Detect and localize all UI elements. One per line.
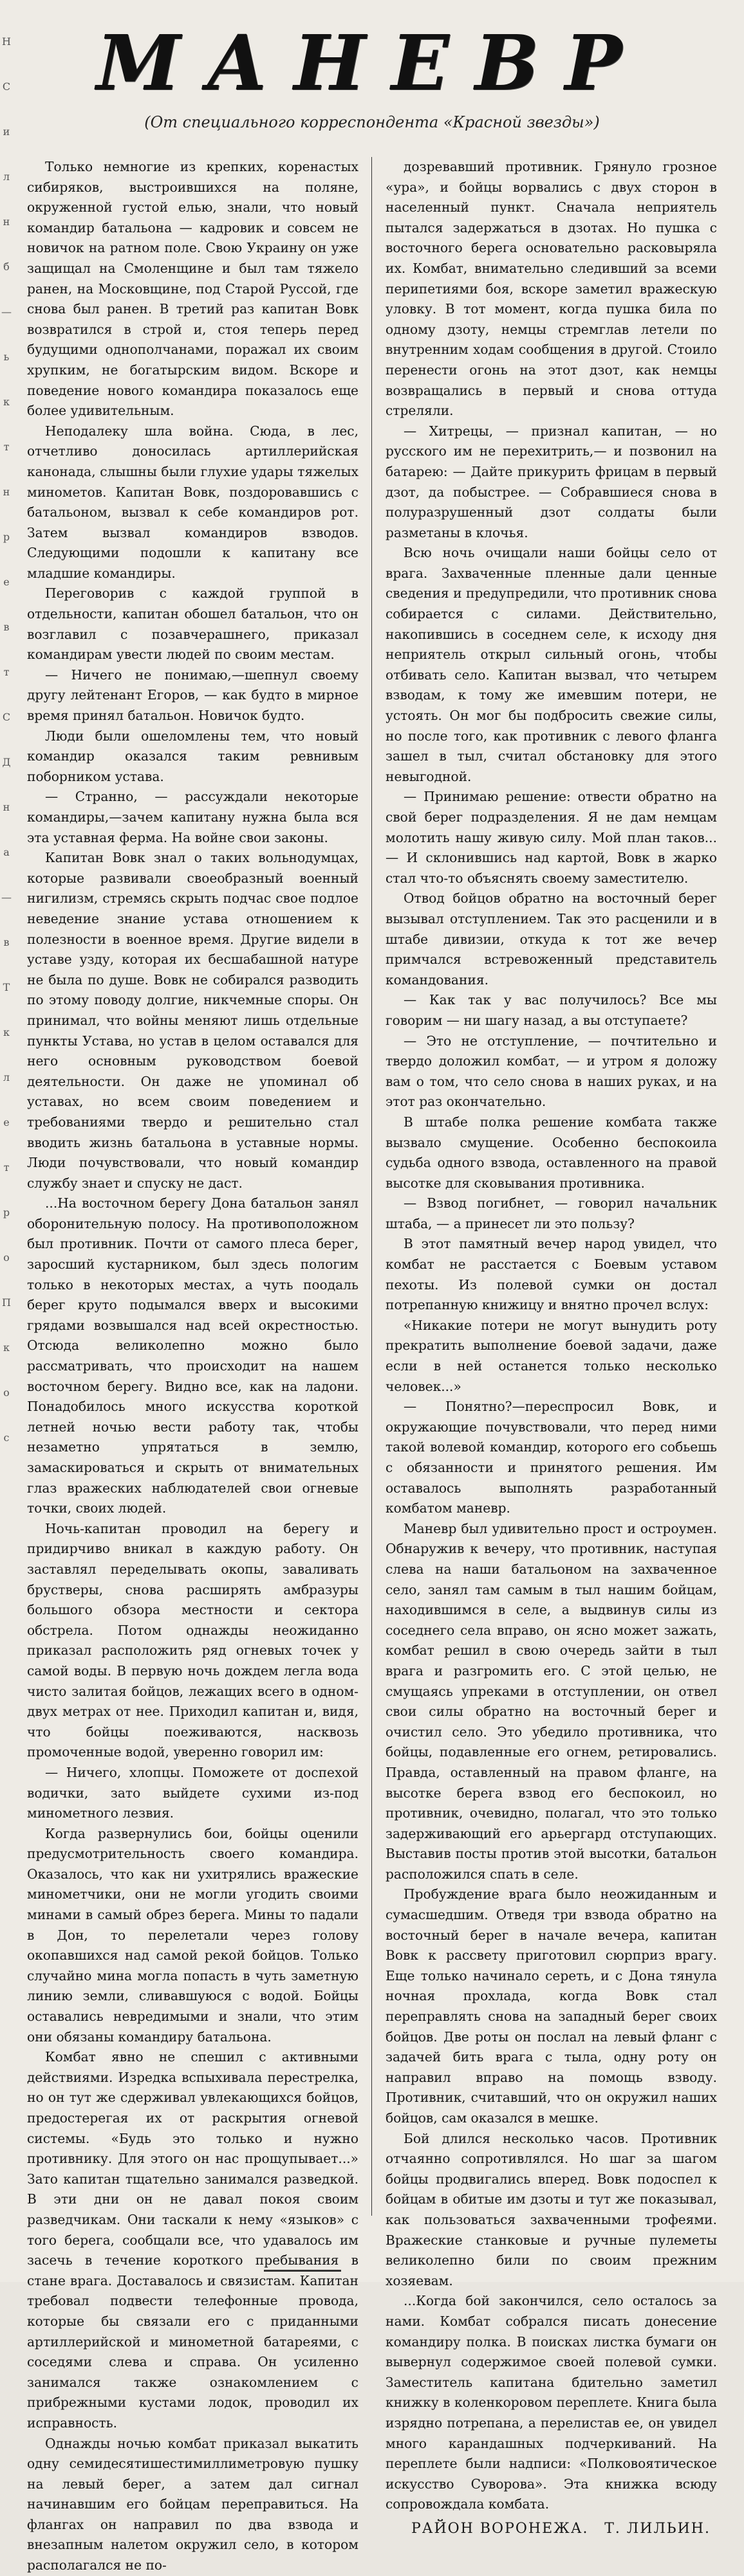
paragraph: — Хитрецы, — признал капитан, — но русского им не перехитрить,— и позвонил на батарею: — Дайте прикурить фрицам в первый дзот, да побыстрее. — Собравшиеся снова в полуразрушенный дзот солдаты были разметаны в клочья. — [386, 423, 717, 540]
edge-mark: С — [2, 711, 11, 723]
paragraph: Бой длился несколько часов. Противник отчаянно сопротивлялся. Но шаг за шагом бойцы продвигались вперед. Вовк подоспел к бойцам в обитые им дзоты и тут же показывал, как пользоваться захваченными трофеями. Вражеские станковые и ручные пулеметы великолепно били по своим прежним хозяевам. — [386, 2130, 717, 2288]
edge-mark: — — [1, 306, 12, 318]
article-footer — [386, 2519, 717, 2539]
paragraph: Однажды ночью комбат приказал выкатить одну семидесятишестимиллиметровую пушку на левый берег, а затем дал сигнал начинавшим его бойцам переправиться. На флангах он направил по два взвода и внезапным налетом окружил село, в котором располагался не по- — [27, 2435, 358, 2573]
edge-mark: е — [3, 576, 10, 588]
paragraph: дозревавший противник. Грянуло грозное «ура», и бойцы ворвались с двух сторон в населенный пункт. Сначала неприятель пытался задержаться в дзотах. Но пушка с восточного берега основательно расковыряла их. Комбат, внимательно следивший за всеми перипетиями боя, вскоре заметил вражескую уловку. В тот момент, когда пушка била по одному дзоту, немцы стремглав летели по внутренним ходам сообщения в другой. Стоило перенести огонь на этот дзот, как немцы возвращались в первый и снова оттуда стреляли. — [386, 159, 717, 419]
paragraph: В штабе полка решение комбата также вызвало смущение. Особенно беспокоила судьба одного взвода, оставленного на правой высотке для сковывания противника. — [386, 1114, 717, 1191]
article-header — [27, 12, 717, 157]
paragraph: — Взвод погибнет, — говорил начальник штаба, — а принесет ли это пользу? — [386, 1195, 717, 1231]
edge-mark: а — [3, 846, 10, 858]
edge-mark: р — [3, 1206, 10, 1219]
paragraph: В этот памятный вечер народ увидел, что комбат не расстается с Боевым уставом пехоты. Из полевой сумки он достал потрепанную книжицу и внятно прочел вслух: — [386, 1236, 717, 1313]
paragraph: ...Когда бой закончился, село осталось за нами. Комбат собрался писать донесение командиру полка. В поисках листка бумаги он вывернул содержимое своей полевой сумки. Заместитель капитана бдительно заметил книжку в коленкоровом переплете. Книга была изрядно потрепана, а перелистав ее, он увидел много карандашных подчеркиваний. На переплете были надписи: «Полковоятическое искусство Суворова». Эта книжка всюду сопровождала комбата. — [386, 2293, 717, 2512]
edge-mark: н — [3, 801, 10, 813]
edge-mark: л — [3, 170, 10, 183]
paragraph: Отвод бойцов обратно на восточный берег вызывал отступлением. Так это расценили и в штабе дивизии, откуда к тот же вечер примчался встревоженный представитель командования. — [386, 890, 717, 988]
paragraph: — Это не отступление, — почтительно и твердо доложил комбат, — и утром я доложу вам о том, что село снова в наших руках, и на этот раз окончательно. — [386, 1033, 717, 1110]
paragraph: Когда развернулись бои, бойцы оценили предусмотрительность своего командира. Оказалось, что как ни ухитрялись вражеские минометчики, они не могли угодить своими минами в самый обрез берега. Мины то падали в Дон, то перелетали через голову окопавшихся над самой рекой бойцов. Только случайно мина могла попасть в чуть заметную линию земли, сливавшуюся с водой. Бойцы оставались невредимыми и знали, что этим они обязаны командиру батальона. — [27, 1825, 358, 2045]
edge-mark: н — [3, 486, 10, 498]
article-body — [27, 157, 717, 2573]
left-column — [27, 157, 358, 2573]
paragraph: — Понятно?—переспросил Вовк, и окружающие почувствовали, что перед ними такой волевой командир, которого его собьешь с обязанности и принятого решения. Им оставалось выполнять разработанный комбатом маневр. — [386, 1399, 717, 1516]
paragraph: — Принимаю решение: отвести обратно на свой берег подразделения. Я не дам немцам молотить нашу живую силу. Мой план таков...— И склонившись над картой, Вовк в жарко стал что-то объяснять своему заместителю. — [386, 789, 717, 886]
edge-mark: в — [3, 936, 10, 948]
right-column — [386, 157, 717, 2537]
edge-mark: т — [3, 441, 10, 453]
paragraph: — Ничего не понимаю,—шепнул своему другу лейтенант Егоров, — как будто в мирное время принял батальон. Новичок будто. — [27, 667, 358, 724]
article-title: МАНЕВР — [96, 18, 648, 107]
paragraph: — Странно, — рассуждали некоторые командиры,—зачем капитану нужна была вся эта уставная ферма. На войне свои законы. — [27, 789, 358, 845]
paragraph: Пробуждение врага было неожиданным и сумасшедшим. Отведя три взвода обратно на восточный берег в начале вечера, капитан Вовк к рассвету приготовил сюрприз врагу. Еще только начинало сереть, и с Дона тянула ночная прохлада, когда Вовк стал переправлять снова на западный берег своих бойцов. Две роты он послал на левый фланг с задачей бить врага с тыла, одну роту он направил вправо на помощь взводу. Противник, считавший, что он окружил наших бойцов, сам оказался в мешке. — [386, 1886, 717, 2126]
edge-mark: р — [3, 531, 10, 543]
paragraph: — Как так у вас получилось? Все мы говорим — ни шагу назад, а вы отступаете? — [386, 992, 717, 1028]
edge-mark: о — [3, 1386, 10, 1399]
dateline-location: РАЙОН ВОРОНЕЖА. — [411, 2520, 589, 2537]
column-divider — [371, 157, 372, 2216]
edge-mark: к — [3, 1026, 10, 1038]
edge-mark: л — [3, 1071, 10, 1083]
edge-mark: — — [1, 891, 12, 903]
edge-mark: в — [3, 621, 10, 633]
adjacent-column-edge — [0, 19, 13, 1444]
edge-mark: б — [3, 261, 10, 273]
edge-mark: П — [2, 1296, 11, 1309]
paragraph: Комбат явно не спешил с активными действиями. Изредка вспыхивала перестрелка, но он тут же сдерживал увлекающихся бойцов, предостерегая их от раскрытия огневой системы. «Будь это только и нужно противнику. Для этого он нас прощупывает...» Зато капитан тщательно занимался разведкой. В эти дни он не давал покоя своим разведчикам. Они таскали к нему «языков» с того берега, сообщали все, что удавалось им засечь в течение короткого пребывания в стане врага. Доставалось и связистам. Капитан требовал подвести телефонные провода, которые бы связали его с приданными артиллерийской и минометной батареями, с соседями слева и справа. Он усиленно занимался также ознакомлением с прибрежными кустами лодок, проводил их исправность. — [27, 2049, 358, 2431]
edge-mark: н — [3, 216, 10, 228]
edge-mark: ь — [3, 351, 10, 363]
edge-mark: С — [2, 80, 11, 93]
edge-mark: с — [3, 1431, 10, 1444]
byline-author: Т. ЛИЛЬИН. — [604, 2520, 711, 2537]
article-subtitle: (От специального корреспондента «Красной звезды») — [144, 113, 600, 131]
paragraph: Ночь-капитан проводил на берегу и придирчиво вникал в каждую работу. Он заставлял переделывать окопы, заваливать брустверы, снова расширять амбразуры большого обзора местности и сектора обстрела. Потом однажды неожиданно приказал расположить ряд огневых точек у самой воды. В первую ночь дождем легла вода чисто залитая бойцов, лежащих всего в одном-двух метрах от нее. Приходил капитан и, видя, что бойцы поеживаются, насквозь промоченные водой, уверенно говорил им: — [27, 1520, 358, 1760]
paragraph: Только немногие из крепких, коренастых сибиряков, выстроившихся на поляне, окруженной густой елью, знали, что новый командир батальона — кадровик и совсем не новичок на ратном поле. Свою Украину он уже защищал на Смоленщине и был там тяжело ранен, на Московщине, под Старой Руссой, где снова был ранен. В третий раз капитан Вовк возвратился в строй и, стоя теперь перед будущими однополчанами, поражал их своим хрупким, не богатырским видом. Вскоре и поведение нового командира показалось еще более удивительным. — [27, 159, 358, 419]
edge-mark: т — [3, 1161, 10, 1173]
paragraph: Переговорив с каждой группой в отдельности, капитан обошел батальон, что он возглавил с позавчерашнего, приказал командирам увести людей по своим местам. — [27, 585, 358, 663]
paragraph: «Никакие потери не могут вынудить роту прекратить выполнение боевой задачи, даже если в ней останется только несколько человек...» — [386, 1317, 717, 1394]
edge-mark: о — [3, 1251, 10, 1264]
edge-mark: и — [3, 125, 10, 138]
edge-mark: к — [3, 396, 10, 408]
edge-mark: Д — [2, 756, 11, 768]
paragraph: Всю ночь очищали наши бойцы село от врага. Захваченные пленные дали ценные сведения и предупредили, что противник снова собирается с силами. Действительно, накопившись в соседнем селе, к исходу дня неприятель открыл сильный огонь, чтобы отбивать село. Капитан вызвал, что четырем взводам, к тому же имевшим потери, не устоять. Он мог бы подбросить свежие силы, но после того, как противник с левого фланга зашел в тыл, считал обстановку для этого невыгодной. — [386, 545, 717, 784]
paragraph: Капитан Вовк знал о таких вольнодумцах, которые развивали своеобразный военный нигилизм, стремясь скрыть подчас свое подлое неведение знание устава отношением к полезности в военное время. Другие видели в уставе узду, которая их бесшабашной натуре не была по душе. Вовк не собирался разводить по этому поводу долгие, никчемные споры. Он принимал, что войны меняют лишь отдельные пункты Устава, но устав в целом оставался для него основным руководством боевой деятельности. Он даже не упоминал об уставах, но всем своим поведением и требованиями твердо и решительно стал вводить жизнь батальона в уставные нормы. Люди почувствовали, что новый командир службу знает и спуску не даст. — [27, 850, 358, 1191]
edge-mark: Н — [2, 35, 11, 48]
paragraph: Маневр был удивительно прост и остроумен. Обнаружив к вечеру, что противник, наступая слева на наши батальоном на захваченное село, занял там самым в тыл нашим бойцам, находившимся в селе, а выдвинув силы из соседнего села вправо, он ясно может зажать, комбат решил в свою очередь зайти в тыл врага и разгромить его. С этой целью, не смущаясь упреками в отступлении, он отвел свои силы обратно на восточный берег и очистил село. Это убедило противника, что бойцы, подавленные его огнем, ретировались. Правда, оставленный на правом фланге, на высотке берега взвод его беспокоил, но противник, очевидно, полагал, что это только задерживающий его арьергард отступающих. Выставив посты против этой высотки, батальон расположился спать в селе. — [386, 1520, 717, 1882]
edge-mark: е — [3, 1116, 10, 1128]
edge-mark: Т — [3, 981, 10, 993]
paragraph: Люди были ошеломлены тем, что новый командир оказался таким ревнивым поборником устава. — [27, 728, 358, 784]
bottom-rule — [264, 2270, 341, 2272]
edge-mark: к — [3, 1341, 10, 1354]
paragraph: Неподалеку шла война. Сюда, в лес, отчетливо доносилась артиллерийская канонада, слышны были глухие удары тяжелых минометов. Капитан Вовк, поздоровавшись с батальоном, вызвал к себе командиров рот. Затем вызвал командиров взводов. Следующими подошли к капитану все младшие командиры. — [27, 423, 358, 581]
edge-mark: т — [3, 666, 10, 678]
paragraph: ...На восточном берегу Дона батальон занял оборонительную полосу. На противоположном был противник. Почти от самого плеса берег, заросший кустарником, был здесь пологим только в некоторых местах, а чуть поодаль берег круто подымался вверх и высокими грядами возвышался над всей окрестностью. Отсюда великолепно можно было рассматривать, что происходит на нашем восточном берегу. Видно все, как на ладони. Понадобилось много искусства короткой летней ночью вести работу так, чтобы незаметно упрятаться в землю, замаскироваться и скрыть от внимательных глаз вражеских наблюдателей свои огневые точки, своих людей. — [27, 1195, 358, 1516]
paragraph: — Ничего, хлопцы. Поможете от доспехой водички, зато выйдете сухими из-под минометного лезвия. — [27, 1764, 358, 1821]
